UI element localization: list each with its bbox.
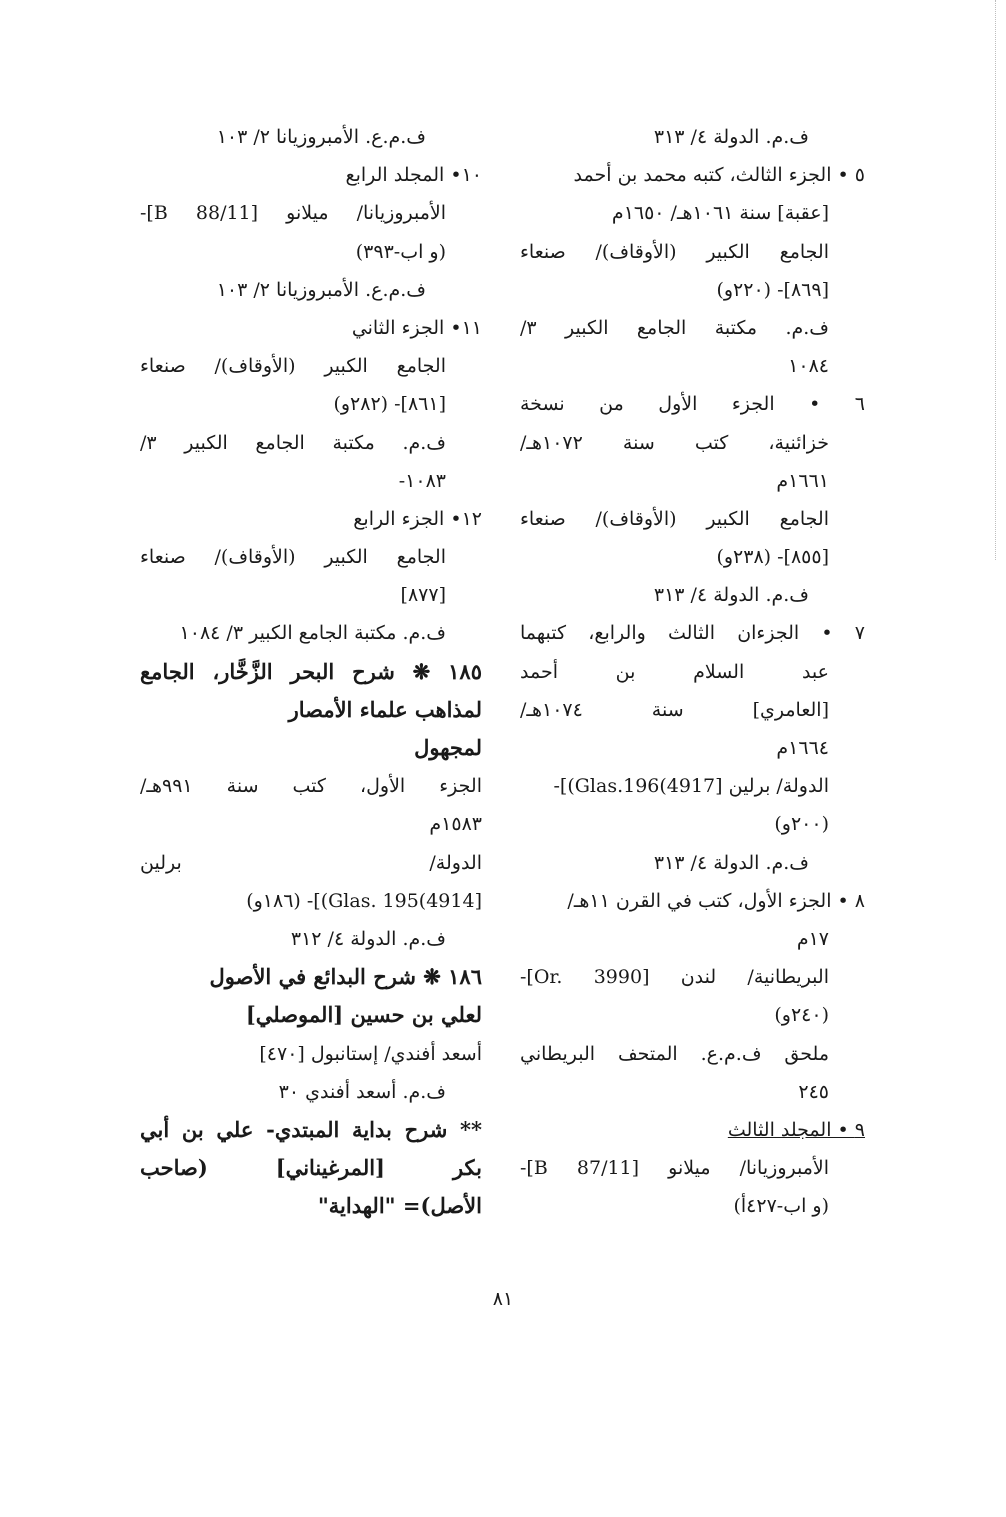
text-line: [٨٦٩]- (٢٢٠و) [716,278,829,301]
text-line: الدولة/ برلين [4917)Glas.196)]- [553,775,829,798]
text-line: ف.م.ع. الأمبروزيانا ٢/ ١٠٣ [216,278,426,301]
text-line: ١٠٨٣- [398,469,446,492]
text-line: (٢٤٠و) [774,1004,829,1027]
text-line: [٨٥٥]- (٢٣٨و) [716,546,829,569]
text-line: ١٧م [796,927,829,950]
text-line: ملحق ف.م.ع. المتحف البريطاني [520,1042,829,1065]
text-line: ف.م. الدولة ٤/ ٣١٣ [653,851,809,874]
text-line: الدولة/ برلين [140,851,482,874]
text-line: (و اب-٣٩٣) [355,240,446,263]
text-line: ف.م. مكتبة الجامع الكبير ٣/ ١٠٨٤ [179,622,446,645]
scan-edge [994,0,996,560]
left-column [140,118,482,1225]
text-line: ١٦٦١م [776,469,829,492]
text-line: ١٠• المجلد الرابع [345,164,482,187]
text-line: ٦ • الجزء الأول من نسخة [520,393,865,416]
text-line: ف.م. الدولة ٤/ ٣١٣ [653,126,809,148]
text-line: [٨٦١]- (٢٨٢و) [333,393,446,416]
text-line: (و اب-٤٢٧أ) [733,1195,829,1218]
text-line: [عقبة] سنة ١٠٦١هـ/ ١٦٥٠م [611,202,829,225]
text-line: ١١• الجزء الثاني [351,316,482,339]
text-line: الجامع الكبير (الأوقاف)/ صنعاء [140,546,446,569]
text-line: ف.م. أسعد أفندي ٣٠ [278,1080,446,1103]
text-line: ف.م. الدولة ٤/ ٣١٣ [653,584,809,607]
text-line: الجامع الكبير (الأوقاف)/ صنعاء [520,240,829,263]
text-line: ١٨٦ ❋ شرح البدائع في الأصول [209,964,482,990]
text-line: خزائنية، كتب سنة ١٠٧٢هـ/ [520,431,829,454]
text-line: عبد السلام بن أحمد [520,660,829,683]
text-line: الأمبروزيانا/ ميلانو [B 88/11]- [140,202,446,225]
text-line: ٥ • الجزء الثالث، كتبه محمد بن أحمد [573,164,865,187]
text-line: ١٥٨٣م [429,813,482,836]
text-line: [العامري] سنة ١٠٧٤هـ/ [520,698,829,721]
text-line: بكر [المرغيناني] (صاحب [140,1155,482,1181]
text-line: الأصل)= "الهداية" [317,1193,482,1219]
text-line: ١٢• الجزء الرابع [353,507,482,530]
text-line: (٢٠٠و) [774,813,829,836]
text-line: ف.م. مكتبة الجامع الكبير ٣/ [140,431,446,454]
text-line: لعلي بن حسين [الموصلي] [245,1002,482,1028]
text-line: ف.م.ع. الأمبروزيانا ٢/ ١٠٣ [216,126,426,148]
text-line: ١٦٦٤م [776,737,829,759]
text-line: ١٠٨٤ [788,355,829,378]
text-line: الجزء الأول، كتب سنة ٩٩١هـ/ [140,775,482,798]
text-line: ١٨٥ ❋ شرح البحر الزَّخَّار، الجامع [140,658,482,684]
text-line: لمذاهب علماء الأمصار [288,696,482,722]
text-line: أسعد أفندي/ إستانبول [٤٧٠] [259,1042,482,1065]
text-line: ٩ • المجلد الثالث [727,1118,865,1141]
text-line: ف.م. الدولة ٤/ ٣١٢ [290,927,446,950]
text-line: الجامع الكبير (الأوقاف)/ صنعاء [520,507,829,530]
text-line: ٨ • الجزء الأول، كتب في القرن ١١هـ/ [567,889,865,912]
page-number: ٨١ [492,1288,514,1310]
text-line: [٨٧٧] [400,584,446,607]
text-line: [4914)Glas. 195)]- (١٨٦و) [246,889,482,912]
text-line: ف.م. مكتبة الجامع الكبير ٣/ [520,316,829,339]
text-line: الأمبروزيانا/ ميلانو [B 87/11]- [520,1157,829,1180]
right-column [520,118,865,1225]
text-line: لمجهول [414,735,482,760]
text-line: ٧ • الجزءان الثالث والرابع، كتبهما [520,622,865,645]
text-line: الجامع الكبير (الأوقاف)/ صنعاء [140,355,446,378]
text-line: ** شرح بداية المبتدي- علي بن أبي [140,1116,482,1142]
text-line: البريطانية/ لندن [Or. 3990]- [520,966,829,989]
text-line: ٢٤٥ [798,1080,829,1103]
